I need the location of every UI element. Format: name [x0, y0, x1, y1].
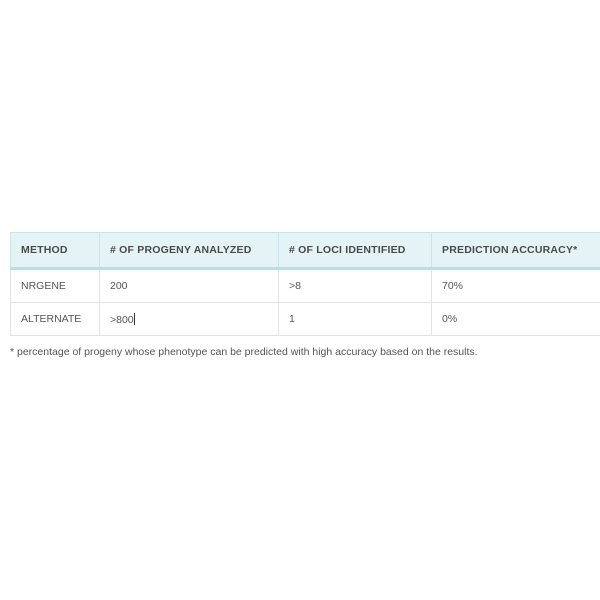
comparison-table-container [10, 232, 600, 336]
table-row [11, 269, 600, 303]
cell-loci-identified: >8 [279, 269, 432, 303]
comparison-table [10, 232, 600, 336]
cell-progeny-analyzed: 200 [100, 269, 279, 303]
footnote: * percentage of progeny whose phenotype can be predicted with high accuracy based on the results. [10, 346, 478, 358]
cell-progeny-analyzed-value: >800 [110, 313, 134, 326]
cell-method: ALTERNATE [11, 303, 100, 336]
header-method: METHOD [11, 233, 100, 269]
text-cursor [134, 313, 135, 325]
cell-prediction-accuracy: 0% [432, 303, 600, 336]
header-prediction-accuracy: PREDICTION ACCURACY* [432, 233, 600, 269]
table-body [11, 269, 600, 336]
cell-progeny-analyzed-editable[interactable] [100, 303, 279, 336]
cell-loci-identified: 1 [279, 303, 432, 336]
table-row [11, 303, 600, 336]
header-loci-identified: # OF LOCI IDENTIFIED [279, 233, 432, 269]
cell-method: NRGENE [11, 269, 100, 303]
header-row [11, 233, 600, 269]
cell-prediction-accuracy: 70% [432, 269, 600, 303]
table-header [11, 233, 600, 269]
header-progeny-analyzed: # OF PROGENY ANALYZED [100, 233, 279, 269]
